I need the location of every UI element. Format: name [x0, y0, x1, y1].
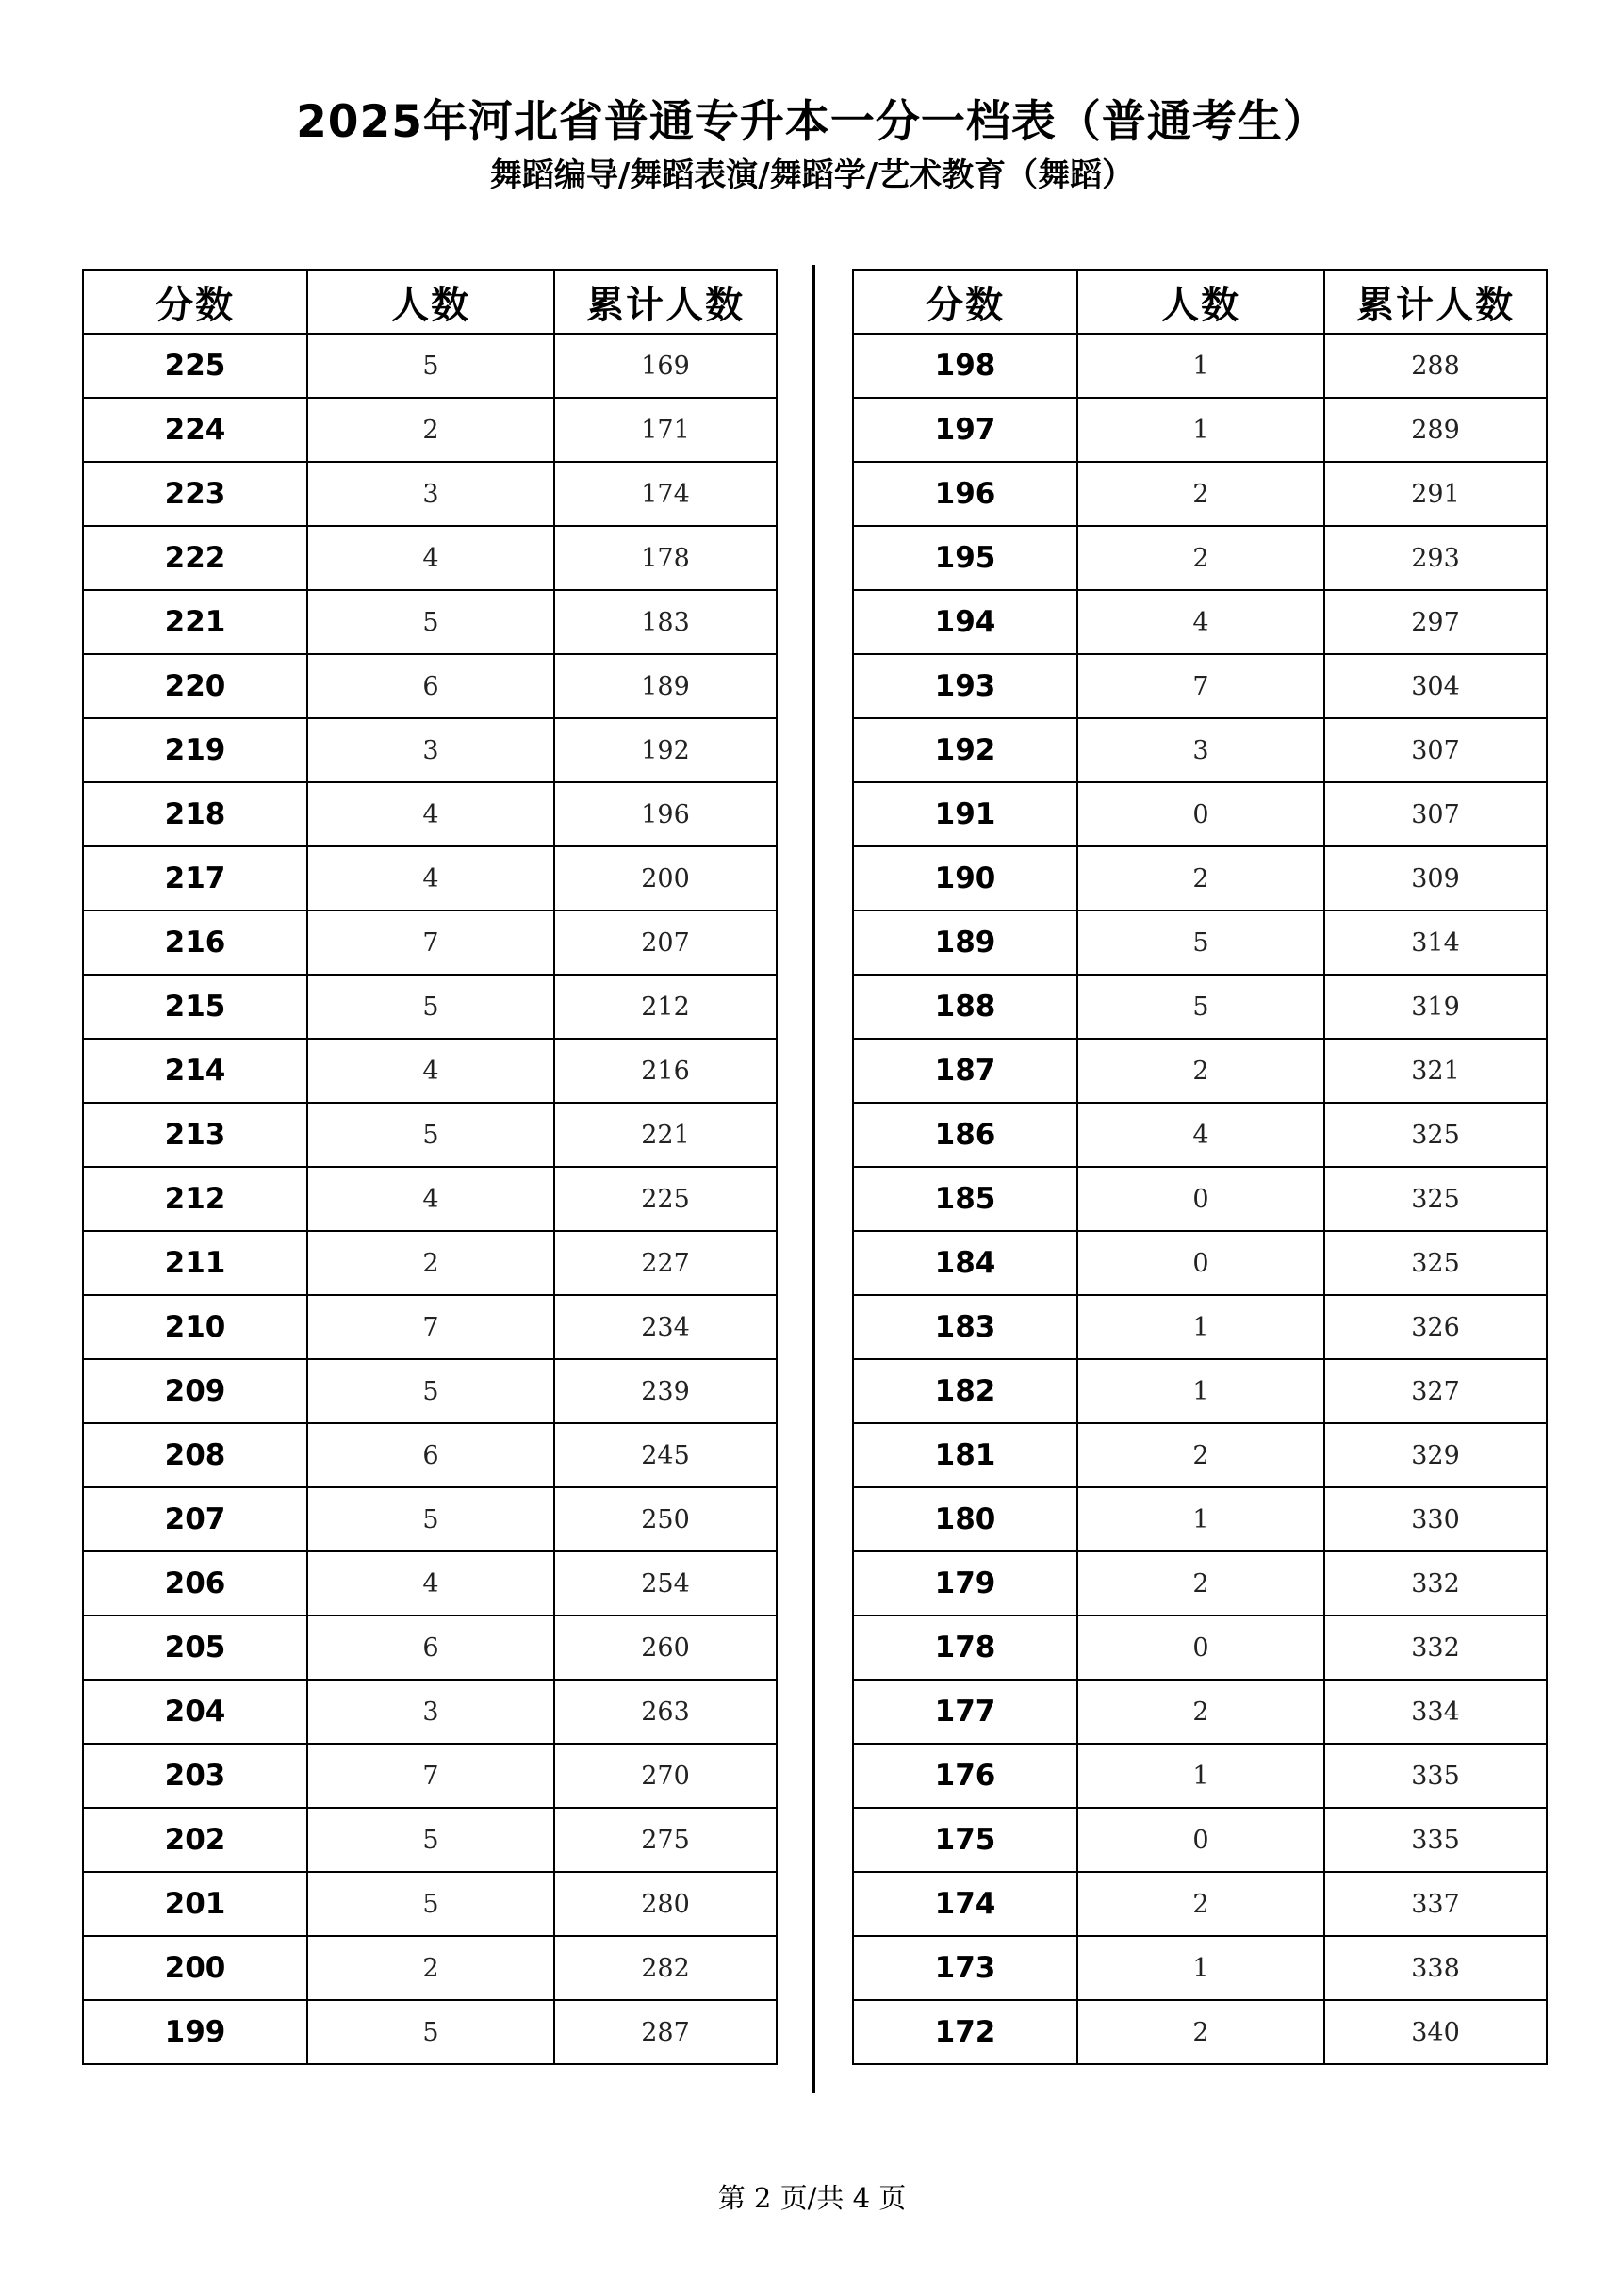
cumulative-cell: 325: [1324, 1103, 1547, 1167]
table-row: [853, 590, 1547, 654]
count-cell: 5: [307, 1487, 554, 1551]
table-row: [853, 975, 1547, 1039]
count-cell: 3: [307, 1680, 554, 1744]
score-cell: 223: [83, 462, 307, 526]
cumulative-cell: 307: [1324, 782, 1547, 846]
cumulative-cell: 169: [554, 334, 777, 398]
table-row: [853, 1103, 1547, 1167]
score-cell: 217: [83, 846, 307, 910]
table-row: [83, 1487, 777, 1551]
cumulative-cell: 297: [1324, 590, 1547, 654]
score-cell: 205: [83, 1615, 307, 1680]
score-cell: 196: [853, 462, 1077, 526]
count-cell: 2: [1077, 1872, 1324, 1936]
count-cell: 7: [307, 910, 554, 975]
score-cell: 197: [853, 398, 1077, 462]
cumulative-cell: 280: [554, 1872, 777, 1936]
score-cell: 225: [83, 334, 307, 398]
table-body-right: [853, 334, 1547, 2064]
count-cell: 5: [307, 1872, 554, 1936]
score-cell: 190: [853, 846, 1077, 910]
score-cell: 219: [83, 718, 307, 782]
count-cell: 1: [1077, 1295, 1324, 1359]
count-cell: 2: [1077, 1551, 1324, 1615]
table-row: [853, 1551, 1547, 1615]
cumulative-cell: 335: [1324, 1744, 1547, 1808]
count-cell: 5: [307, 1359, 554, 1423]
count-cell: 0: [1077, 1167, 1324, 1231]
score-cell: 194: [853, 590, 1077, 654]
table-row: [83, 846, 777, 910]
score-cell: 182: [853, 1359, 1077, 1423]
score-cell: 175: [853, 1808, 1077, 1872]
score-cell: 184: [853, 1231, 1077, 1295]
count-cell: 4: [307, 846, 554, 910]
score-cell: 210: [83, 1295, 307, 1359]
table-row: [853, 1872, 1547, 1936]
table-row: [853, 398, 1547, 462]
count-cell: 7: [1077, 654, 1324, 718]
table-row: [853, 2000, 1547, 2064]
score-cell: 192: [853, 718, 1077, 782]
cumulative-cell: 337: [1324, 1872, 1547, 1936]
cumulative-cell: 307: [1324, 718, 1547, 782]
count-cell: 4: [1077, 1103, 1324, 1167]
count-cell: 4: [307, 782, 554, 846]
table-row: [83, 1039, 777, 1103]
header-score: 分数: [853, 270, 1077, 334]
table-row: [853, 526, 1547, 590]
cumulative-cell: 321: [1324, 1039, 1547, 1103]
cumulative-cell: 287: [554, 2000, 777, 2064]
score-cell: 203: [83, 1744, 307, 1808]
table-row: [83, 590, 777, 654]
score-table-left: [82, 269, 778, 2065]
score-cell: 200: [83, 1936, 307, 2000]
count-cell: 2: [1077, 526, 1324, 590]
count-cell: 7: [307, 1295, 554, 1359]
count-cell: 1: [1077, 334, 1324, 398]
score-cell: 198: [853, 334, 1077, 398]
count-cell: 1: [1077, 1936, 1324, 2000]
table-row: [853, 334, 1547, 398]
table-row: [83, 1680, 777, 1744]
table-row: [853, 1231, 1547, 1295]
header-cumulative: 累计人数: [554, 270, 777, 334]
cumulative-cell: 216: [554, 1039, 777, 1103]
cumulative-cell: 326: [1324, 1295, 1547, 1359]
count-cell: 2: [307, 1936, 554, 2000]
table-row: [83, 718, 777, 782]
score-cell: 179: [853, 1551, 1077, 1615]
score-cell: 180: [853, 1487, 1077, 1551]
table-row: [83, 654, 777, 718]
count-cell: 5: [307, 2000, 554, 2064]
score-cell: 215: [83, 975, 307, 1039]
score-cell: 201: [83, 1872, 307, 1936]
score-cell: 181: [853, 1423, 1077, 1487]
cumulative-cell: 227: [554, 1231, 777, 1295]
score-cell: 188: [853, 975, 1077, 1039]
table-row: [83, 1615, 777, 1680]
cumulative-cell: 254: [554, 1551, 777, 1615]
count-cell: 2: [307, 398, 554, 462]
table-row: [83, 2000, 777, 2064]
table-body-left: [83, 334, 777, 2064]
cumulative-cell: 171: [554, 398, 777, 462]
table-row: [853, 1359, 1547, 1423]
cumulative-cell: 291: [1324, 462, 1547, 526]
score-cell: 176: [853, 1744, 1077, 1808]
count-cell: 2: [1077, 462, 1324, 526]
score-cell: 191: [853, 782, 1077, 846]
table-row: [83, 975, 777, 1039]
count-cell: 5: [1077, 975, 1324, 1039]
count-cell: 1: [1077, 1487, 1324, 1551]
score-cell: 172: [853, 2000, 1077, 2064]
table-row: [83, 1167, 777, 1231]
table-row: [853, 654, 1547, 718]
cumulative-cell: 200: [554, 846, 777, 910]
table-row: [853, 1423, 1547, 1487]
count-cell: 5: [307, 1808, 554, 1872]
table-row: [83, 462, 777, 526]
table-row: [83, 1872, 777, 1936]
count-cell: 5: [307, 1103, 554, 1167]
count-cell: 2: [1077, 1039, 1324, 1103]
score-cell: 178: [853, 1615, 1077, 1680]
cumulative-cell: 330: [1324, 1487, 1547, 1551]
score-cell: 208: [83, 1423, 307, 1487]
score-cell: 195: [853, 526, 1077, 590]
table-row: [83, 782, 777, 846]
table-row: [83, 1295, 777, 1359]
cumulative-cell: 304: [1324, 654, 1547, 718]
page-subtitle: 舞蹈编导/舞蹈表演/舞蹈学/艺术教育（舞蹈）: [489, 156, 1135, 194]
table-row: [83, 334, 777, 398]
cumulative-cell: 309: [1324, 846, 1547, 910]
score-cell: 222: [83, 526, 307, 590]
score-cell: 202: [83, 1808, 307, 1872]
score-cell: 177: [853, 1680, 1077, 1744]
header-count: 人数: [307, 270, 554, 334]
count-cell: 0: [1077, 782, 1324, 846]
count-cell: 4: [307, 1167, 554, 1231]
table-row: [853, 1039, 1547, 1103]
score-cell: 173: [853, 1936, 1077, 2000]
table-row: [83, 1936, 777, 2000]
table-row: [83, 1744, 777, 1808]
cumulative-cell: 225: [554, 1167, 777, 1231]
count-cell: 2: [1077, 2000, 1324, 2064]
cumulative-cell: 329: [1324, 1423, 1547, 1487]
score-cell: 185: [853, 1167, 1077, 1231]
count-cell: 2: [1077, 1423, 1324, 1487]
count-cell: 2: [307, 1231, 554, 1295]
count-cell: 6: [307, 1615, 554, 1680]
score-cell: 214: [83, 1039, 307, 1103]
count-cell: 1: [1077, 1744, 1324, 1808]
score-cell: 187: [853, 1039, 1077, 1103]
score-cell: 186: [853, 1103, 1077, 1167]
count-cell: 3: [307, 462, 554, 526]
table-row: [83, 1808, 777, 1872]
table-header-row: [83, 270, 777, 334]
count-cell: 2: [1077, 846, 1324, 910]
cumulative-cell: 275: [554, 1808, 777, 1872]
table-row: [853, 1167, 1547, 1231]
cumulative-cell: 332: [1324, 1551, 1547, 1615]
table-row: [83, 526, 777, 590]
count-cell: 5: [307, 975, 554, 1039]
cumulative-cell: 319: [1324, 975, 1547, 1039]
cumulative-cell: 192: [554, 718, 777, 782]
table-row: [83, 1359, 777, 1423]
count-cell: 0: [1077, 1615, 1324, 1680]
count-cell: 6: [307, 1423, 554, 1487]
cumulative-cell: 221: [554, 1103, 777, 1167]
table-row: [853, 1615, 1547, 1680]
score-cell: 212: [83, 1167, 307, 1231]
score-cell: 211: [83, 1231, 307, 1295]
count-cell: 3: [307, 718, 554, 782]
cumulative-cell: 327: [1324, 1359, 1547, 1423]
score-cell: 216: [83, 910, 307, 975]
table-row: [853, 910, 1547, 975]
cumulative-cell: 212: [554, 975, 777, 1039]
table-row: [853, 1808, 1547, 1872]
count-cell: 5: [307, 334, 554, 398]
page-footer: 第 2 页/共 4 页: [717, 2182, 907, 2214]
count-cell: 1: [1077, 1359, 1324, 1423]
header-count: 人数: [1077, 270, 1324, 334]
cumulative-cell: 282: [554, 1936, 777, 2000]
score-table-right: [852, 269, 1548, 2065]
cumulative-cell: 174: [554, 462, 777, 526]
header-cumulative: 累计人数: [1324, 270, 1547, 334]
score-cell: 218: [83, 782, 307, 846]
score-cell: 220: [83, 654, 307, 718]
cumulative-cell: 189: [554, 654, 777, 718]
cumulative-cell: 335: [1324, 1808, 1547, 1872]
score-cell: 224: [83, 398, 307, 462]
table-row: [853, 1936, 1547, 2000]
cumulative-cell: 270: [554, 1744, 777, 1808]
score-cell: 204: [83, 1680, 307, 1744]
table-row: [83, 1423, 777, 1487]
cumulative-cell: 234: [554, 1295, 777, 1359]
cumulative-cell: 289: [1324, 398, 1547, 462]
score-cell: 209: [83, 1359, 307, 1423]
table-row: [853, 718, 1547, 782]
table-row: [853, 1680, 1547, 1744]
score-cell: 199: [83, 2000, 307, 2064]
count-cell: 0: [1077, 1231, 1324, 1295]
count-cell: 5: [307, 590, 554, 654]
cumulative-cell: 332: [1324, 1615, 1547, 1680]
column-divider: [812, 265, 815, 2093]
cumulative-cell: 340: [1324, 2000, 1547, 2064]
count-cell: 1: [1077, 398, 1324, 462]
cumulative-cell: 260: [554, 1615, 777, 1680]
cumulative-cell: 293: [1324, 526, 1547, 590]
table-row: [853, 1487, 1547, 1551]
count-cell: 7: [307, 1744, 554, 1808]
score-cell: 193: [853, 654, 1077, 718]
count-cell: 5: [1077, 910, 1324, 975]
count-cell: 2: [1077, 1680, 1324, 1744]
cumulative-cell: 250: [554, 1487, 777, 1551]
cumulative-cell: 314: [1324, 910, 1547, 975]
score-cell: 207: [83, 1487, 307, 1551]
cumulative-cell: 207: [554, 910, 777, 975]
cumulative-cell: 288: [1324, 334, 1547, 398]
cumulative-cell: 325: [1324, 1231, 1547, 1295]
table-row: [83, 1551, 777, 1615]
page-title: 2025年河北省普通专升本一分一档表（普通考生）: [296, 96, 1328, 148]
score-cell: 221: [83, 590, 307, 654]
table-row: [853, 1744, 1547, 1808]
table-row: [83, 1231, 777, 1295]
count-cell: 3: [1077, 718, 1324, 782]
count-cell: 6: [307, 654, 554, 718]
cumulative-cell: 183: [554, 590, 777, 654]
count-cell: 4: [307, 526, 554, 590]
score-cell: 174: [853, 1872, 1077, 1936]
cumulative-cell: 196: [554, 782, 777, 846]
table-row: [853, 1295, 1547, 1359]
table-row: [853, 462, 1547, 526]
score-cell: 213: [83, 1103, 307, 1167]
cumulative-cell: 263: [554, 1680, 777, 1744]
table-header-row: [853, 270, 1547, 334]
table-row: [83, 910, 777, 975]
table-row: [83, 1103, 777, 1167]
cumulative-cell: 334: [1324, 1680, 1547, 1744]
score-cell: 206: [83, 1551, 307, 1615]
cumulative-cell: 338: [1324, 1936, 1547, 2000]
score-cell: 183: [853, 1295, 1077, 1359]
cumulative-cell: 245: [554, 1423, 777, 1487]
table-row: [853, 782, 1547, 846]
score-cell: 189: [853, 910, 1077, 975]
cumulative-cell: 325: [1324, 1167, 1547, 1231]
count-cell: 4: [307, 1551, 554, 1615]
cumulative-cell: 239: [554, 1359, 777, 1423]
count-cell: 4: [1077, 590, 1324, 654]
table-row: [83, 398, 777, 462]
count-cell: 4: [307, 1039, 554, 1103]
count-cell: 0: [1077, 1808, 1324, 1872]
table-row: [853, 846, 1547, 910]
cumulative-cell: 178: [554, 526, 777, 590]
header-score: 分数: [83, 270, 307, 334]
